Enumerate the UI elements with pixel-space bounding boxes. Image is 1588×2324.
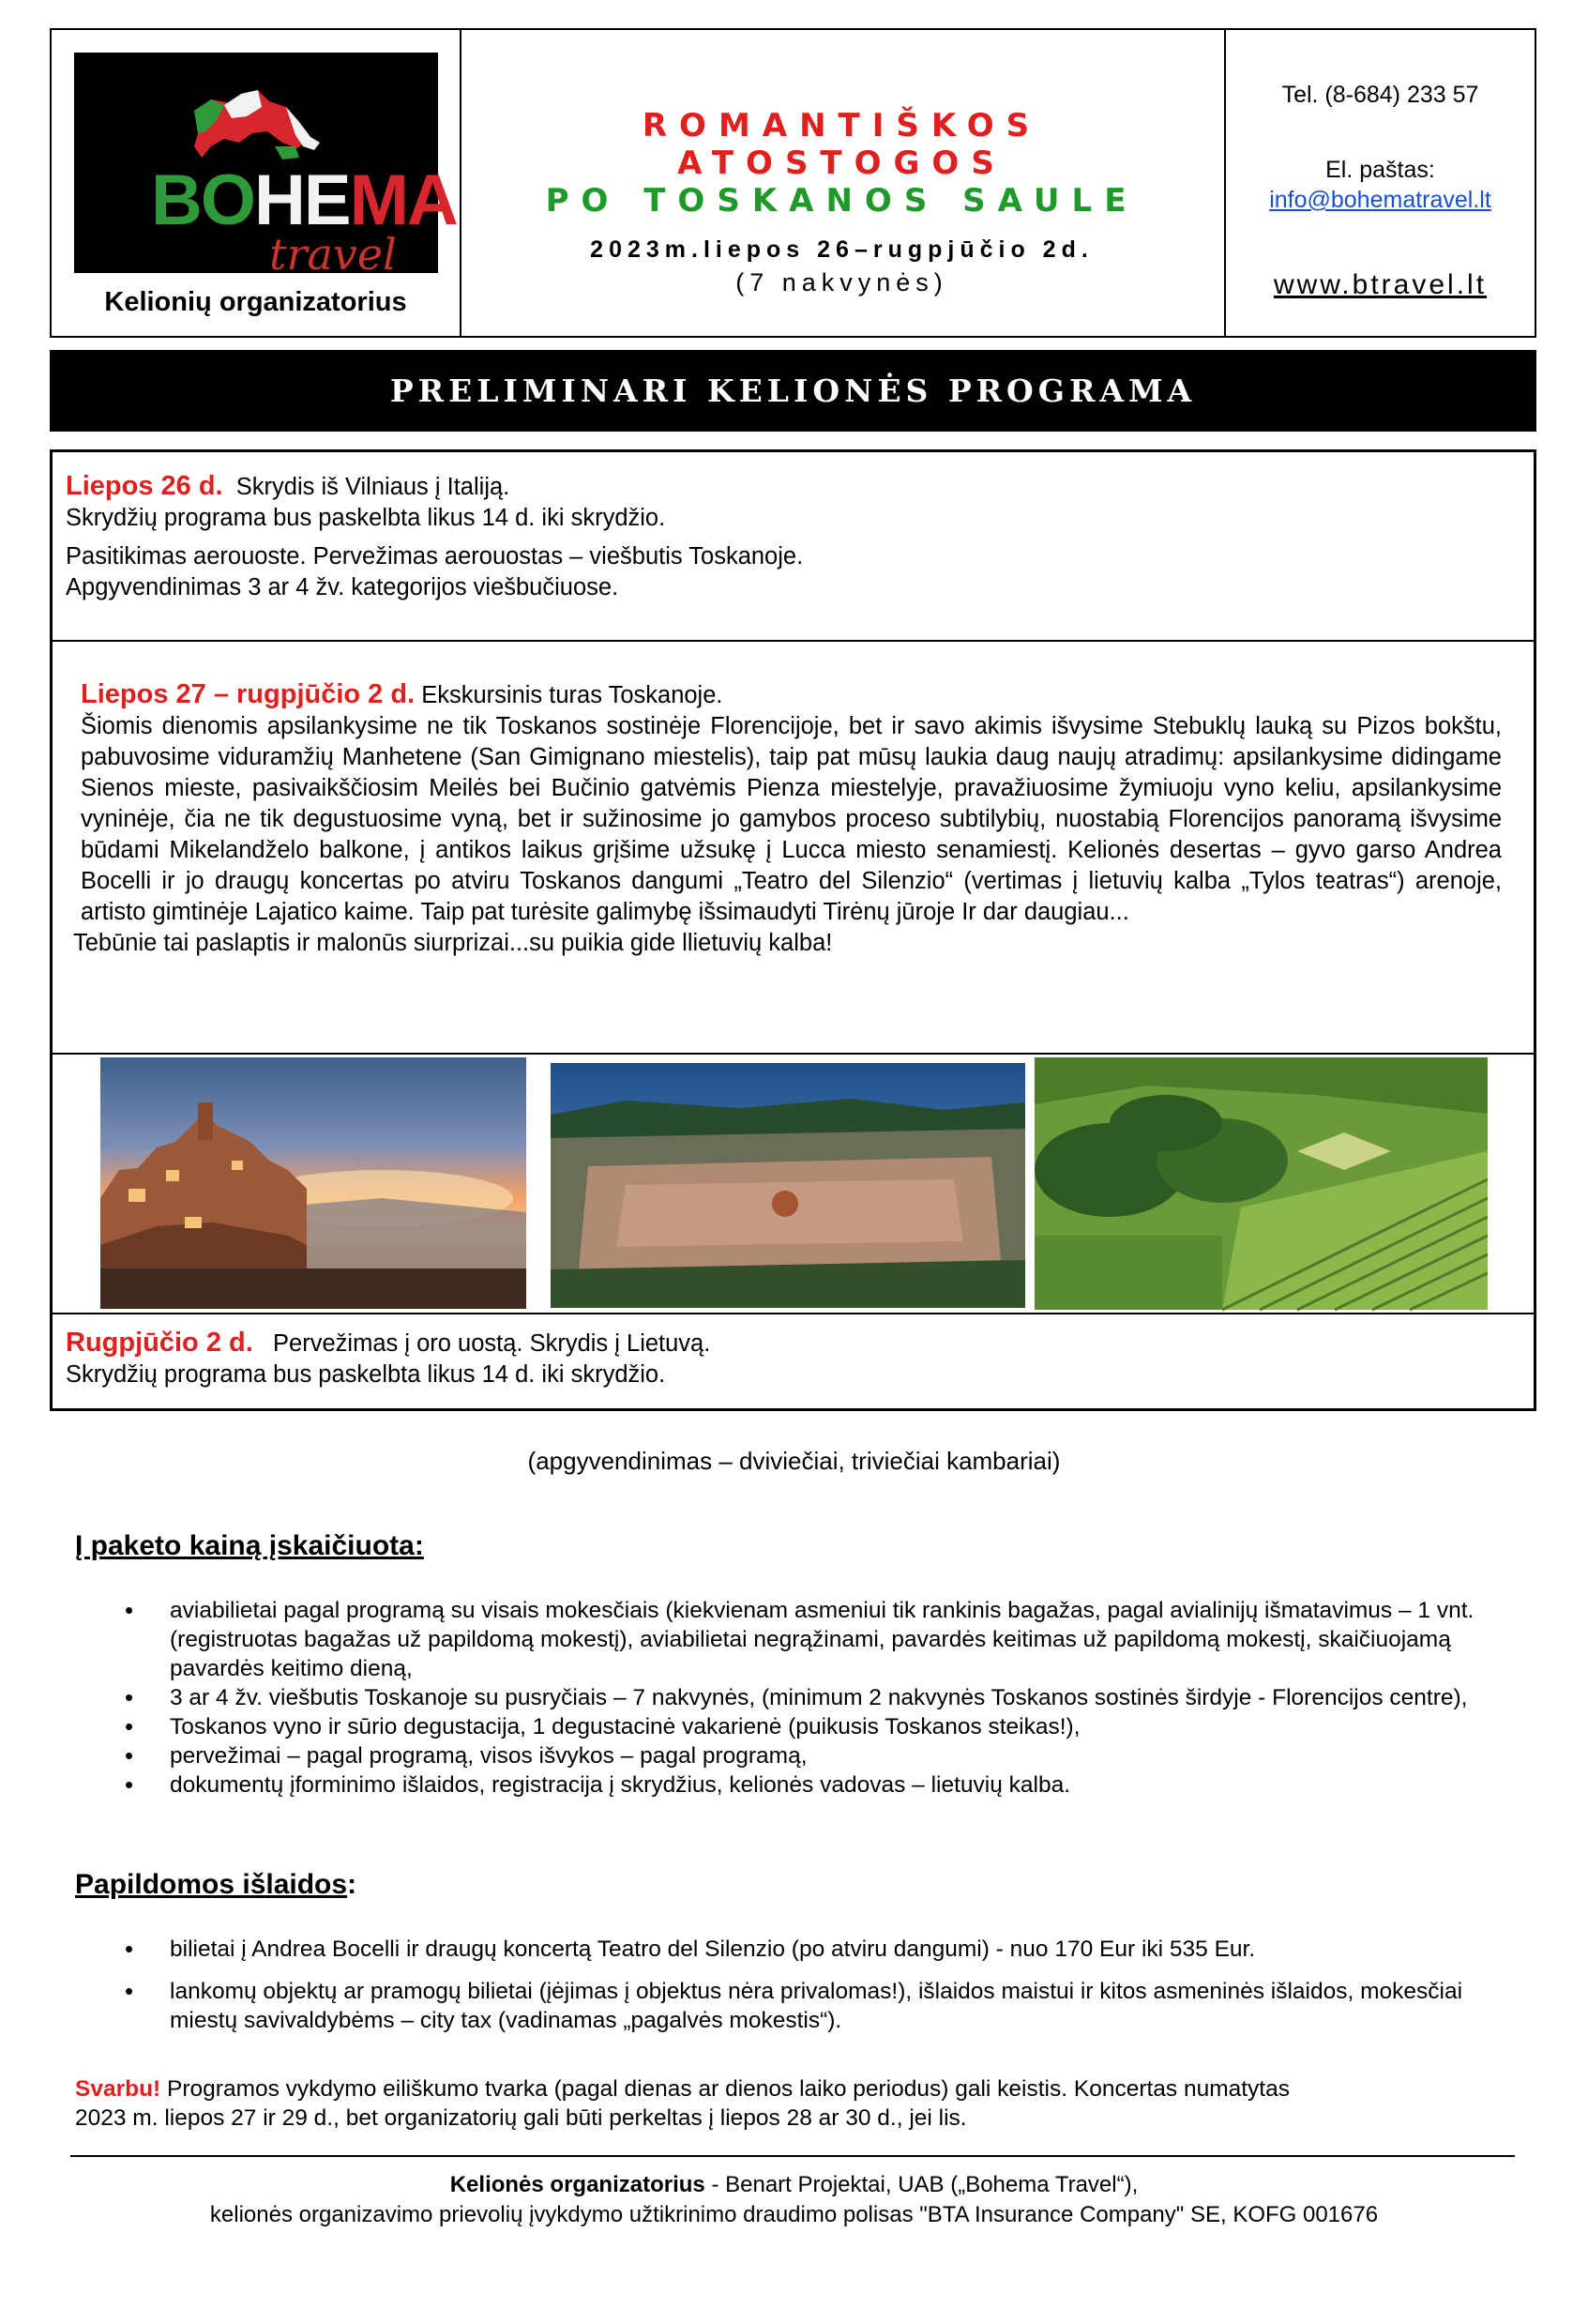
extra-heading-colon: : <box>347 1869 357 1900</box>
footer-org-label: Kelionės organizatorius <box>449 2172 705 2197</box>
phone-number: Tel. (8-684) 233 57 <box>1281 82 1479 108</box>
bohema-travel-logo <box>74 53 457 280</box>
day-3-line-2: Skrydžių programa bus paskelbta likus 14 d. iki skrydžio. <box>66 1361 666 1388</box>
day-1-title: Liepos 26 d. <box>66 471 223 501</box>
list-item: • 3 ar 4 žv. viešbutis Toskanoje su pusryčiais – 7 nakvynės, (minimum 2 nakvynės Toskanos sostinės širdyje - Florencijos centre), <box>50 1683 1494 1712</box>
footer <box>0 2170 1588 2230</box>
important-note <box>75 2074 1520 2133</box>
logo-cell <box>52 30 461 336</box>
day-2-section <box>73 679 1502 959</box>
day-2-lead: Ekskursinis turas Toskanoje. <box>421 682 723 708</box>
trip-nights: (7 nakvynės) <box>735 268 948 296</box>
footer-org-name: - Benart Projektai, UAB („Bohema Travel“), <box>704 2172 1139 2197</box>
trip-dates: 2023m.liepos 26–rugpjūčio 2d. <box>590 236 1094 263</box>
website-link[interactable]: www.btravel.lt <box>1273 269 1488 300</box>
included-heading: Į paketo kainą įskaičiuota: <box>75 1530 424 1561</box>
important-text-1: Programos vykdymo eiliškumo tvarka (pagal dienas ar dienos laiko periodus) gali keistis. Koncertas numatytas <box>167 2076 1290 2102</box>
extra-heading: Papildomos išlaidos <box>75 1869 348 1900</box>
footer-divider <box>70 2155 1515 2157</box>
title-cell <box>460 30 1226 336</box>
list-item: • aviabilietai pagal programą su visais mokesčiais (kiekvienam asmeniui tik rankinis bagažas, pagal avialinijų išmatavimus – 1 vnt. (registruotas bagažas už papildomą mokestį), aviabilietai negrąžinami, pavardės keitimas už papildomą mokestį, skaičiuojamą pavardės keitimo dieną, <box>50 1596 1494 1683</box>
divider <box>53 640 1534 642</box>
day-2-closing: Tebūnie tai paslaptis ir malonūs siurprizai...su puikia gide llietuvių kalba! <box>73 930 833 956</box>
day-3-section <box>66 1328 1510 1390</box>
day-1-lead: Skrydis iš Vilniaus į Italiją. <box>235 474 510 500</box>
important-text-2: 2023 m. liepos 27 ir 29 d., bet organizatorių gali būti perkeltas į liepos 28 ar 30 d., jei lis. <box>75 2105 967 2131</box>
day-3-lead: Pervežimas į oro uostą. Skrydis į Lietuvą. <box>273 1330 711 1357</box>
organizer-label: Kelionių organizatorius <box>104 287 407 317</box>
day-2-title: Liepos 27 – rugpjūčio 2 d. <box>81 679 416 709</box>
list-item: • lankomų objektų ar pramogų bilietai (įėjimas į objektus nėra privalomas!), išlaidos maistui ir kitos asmeninės išlaidos, mokesčiai miestų savivaldybėms – city tax (vadinamas „pagalvės mokestis“). <box>50 1977 1494 2035</box>
divider <box>53 1053 1534 1055</box>
title-line-2: ATOSTOGOS <box>677 144 1006 182</box>
important-label: Svarbu! <box>75 2076 161 2102</box>
list-item: • bilietai į Andrea Bocelli ir draugų koncertą Teatro del Silenzio (po atviru dangumi) - nuo 170 Eur iki 535 Eur. <box>50 1935 1494 1964</box>
program-banner: PRELIMINARI KELIONĖS PROGRAMA <box>50 350 1536 432</box>
title-line-1: ROMANTIŠKOS <box>642 107 1042 144</box>
photo-florence-panorama <box>551 1063 1025 1308</box>
contact-cell <box>1226 30 1535 336</box>
extra-list <box>50 1935 1494 2035</box>
day-1-line-2: Skrydžių programa bus paskelbta likus 14 d. iki skrydžio. <box>66 505 666 531</box>
list-item: • Toskanos vyno ir sūrio degustacija, 1 degustacinė vakarienė (puikusis Toskanos steikas!), <box>50 1712 1494 1741</box>
title-line-3: PO TOSKANOS SAULE <box>545 182 1139 220</box>
accommodation-note: (apgyvendinimas – dviviečiai, triviečiai kambariai) <box>527 1447 1061 1475</box>
list-item: • dokumentų įforminimo išlaidos, registracija į skrydžius, kelionės vadovas – lietuvių kalba. <box>50 1770 1494 1800</box>
day-1-line-4: Apgyvendinimas 3 ar 4 žv. kategorijos viešbučiuose. <box>66 574 619 600</box>
email-label: El. paštas: <box>1325 157 1435 183</box>
day-2-body: Šiomis dienomis apsilankysime ne tik Toskanos sostinėje Florencijoje, bet ir savo akimis išvysime Stebuklų lauką su Pizos bokštu, pabuvosime viduramžių Manhetene (San Gimignano miestelis), taip pat mūsų laukia daug naujų atradimų: apsilankysime didingame Sienos mieste, pasivaikščiosim Meilės bei Bučinio gatvėmis Pienza miestelyje, pravažiuosime žymiuoju vyno keliu, apsilankysime vyninėje, čia ne tik degustuosime vyną, bet ir sužinosime jo gamybos proceso subtilybių, nuostabią Florencijos panoramą išvysime būdami Mikelandželo balkone, į antikos laikus grįšime užsukę į Lucca miesto senamiestį. Kelionės desertas – gyvo garso Andrea Bocelli ir jo draugų koncertas po atviru Toskanos dangumi „Teatro del Silenzio“ (vertimas į lietuvių kalba „Tylos teatras“) arenoje, artisto gimtinėje Lajatico kaime. Taip pat turėsite galimybę išsimaudyti Tirėnų jūroje Ir dar daugiau... <box>81 713 1502 925</box>
day-1-section <box>66 471 1510 603</box>
photo-hilltop-town-sunset <box>100 1057 526 1309</box>
logo-script-travel: travel <box>269 229 397 280</box>
divider <box>53 1313 1534 1314</box>
logo-wordmark: BOHEMA <box>151 160 457 240</box>
day-1-line-3: Pasitikimas aerouoste. Pervežimas aerouostas – viešbutis Toskanoje. <box>66 543 804 570</box>
extra-heading-wrap <box>75 1869 356 1901</box>
photo-tuscan-vineyard <box>1035 1057 1488 1310</box>
list-item: • pervežimai – pagal programą, visos išvykos – pagal programą, <box>50 1741 1494 1770</box>
included-list <box>50 1596 1494 1800</box>
email-link[interactable]: info@bohematravel.lt <box>1269 187 1491 213</box>
header-table <box>50 28 1536 338</box>
program-box <box>50 449 1536 1411</box>
footer-insurance: kelionės organizavimo prievolių įvykdymo užtikrinimo draudimo polisas "BTA Insurance Company" SE, KOFG 001676 <box>209 2202 1379 2227</box>
day-3-title: Rugpjūčio 2 d. <box>66 1328 253 1358</box>
